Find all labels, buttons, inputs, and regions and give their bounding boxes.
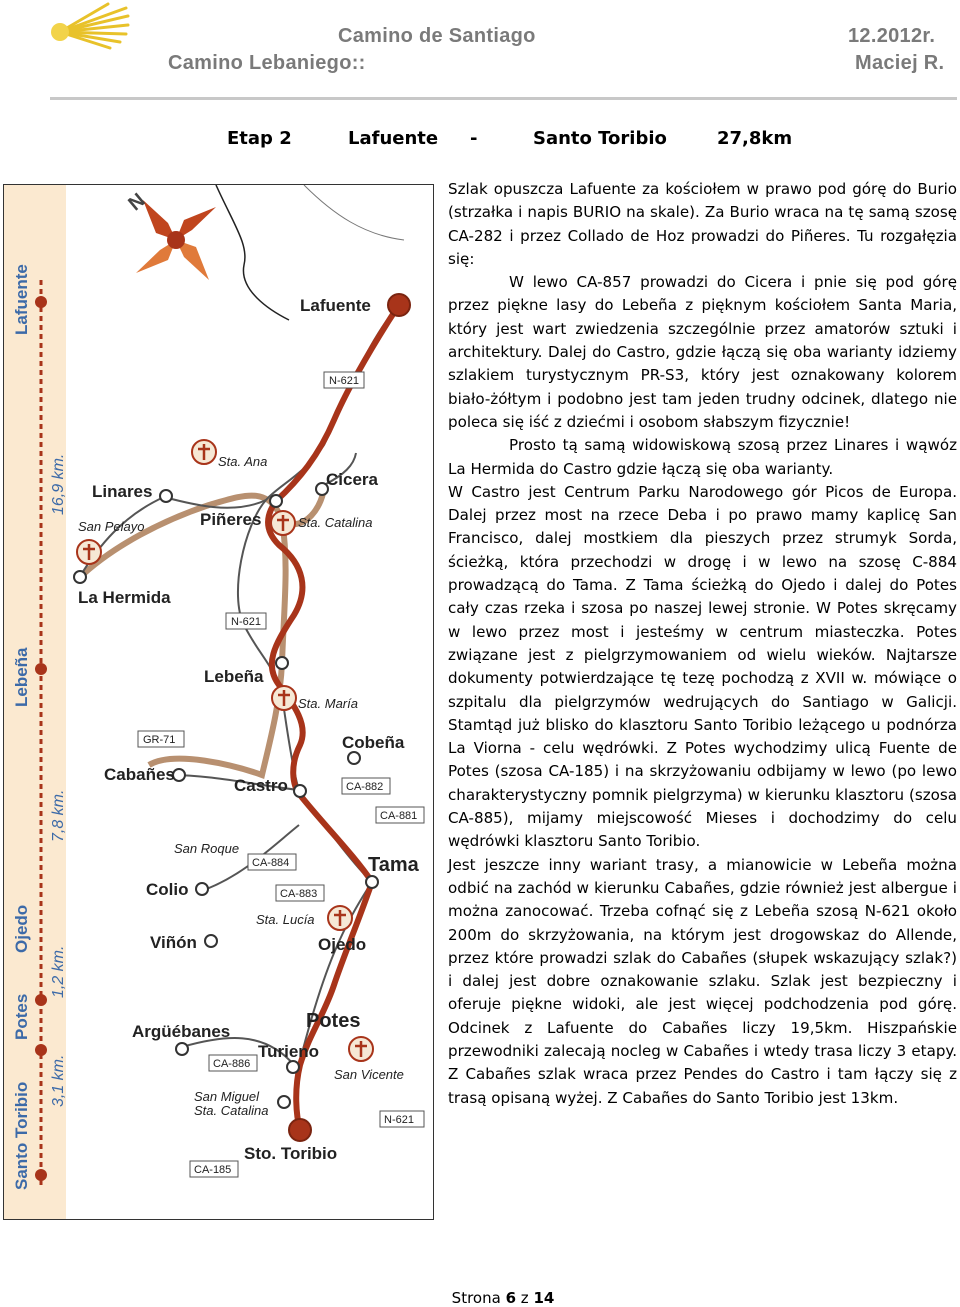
place-castro: Castro	[234, 776, 288, 795]
compass-rose-icon	[124, 189, 216, 280]
main-route	[268, 305, 399, 1130]
place-potes: Potes	[306, 1010, 361, 1032]
place-vinon: Viñón	[150, 933, 197, 952]
place-san-vicente: San Vicente	[334, 1067, 404, 1082]
distance-1-2: 1,2 km.	[50, 945, 67, 998]
svg-text:CA-882: CA-882	[346, 781, 384, 793]
distance-16-9: 16,9 km.	[50, 453, 67, 515]
place-sta-lucia: Sta. Lucía	[256, 912, 315, 927]
page-footer	[0, 1289, 960, 1307]
header-subtitle: Camino Lebaniego::	[168, 52, 366, 74]
place-sta-maria: Sta. María	[298, 696, 358, 711]
distance-3-1: 3,1 km.	[50, 1054, 67, 1107]
place-sta-catalina: Sta. Catalina	[298, 515, 373, 530]
place-san-roque: San Roque	[174, 841, 240, 856]
place-cobena: Cobeña	[342, 733, 405, 752]
border-line	[216, 185, 289, 320]
svg-text:N-621: N-621	[231, 616, 261, 628]
place-lebena: Lebeña	[204, 667, 264, 686]
end-marker	[289, 1119, 311, 1141]
svg-text:CA-884: CA-884	[252, 857, 290, 869]
place-ojedo: Ojedo	[318, 935, 367, 954]
place-sta-catalina-2: Sta. Catalina	[194, 1103, 269, 1118]
paragraph: Jest jeszcze inny wariant trasy, a mianowicie w Lebeña można odbić na zachód w kierunku Cabañes, gdzie również jest albergue i można zanocować. Trzeba cofnąć się z Lebeña szosą N-621 około 200m do skrzyżowania, na którym jest drogowskaz do Allende, przez które prowadzi szlak do Cabañes (słupek wskazujący szlak?) i dalej jest dobre oznakowanie szlaku. Szlak jest bezpieczny i oferuje piękne widoki, ale jest więcej podchodzenia pod górę. Odcinek z Lafuente do Cabañes liczy 19,5km. Hiszpańskie przewodniki zalecają nocleg w Cabañes i wtedy trasa liczy 3 etapy. Z Cabañes szlak wraca przez Pendes do Castro i tam łączy się z trasą opisaną wyżej. Z Cabañes do Santo Toribio jest 13km.	[448, 855, 957, 1107]
svg-text:N-621: N-621	[384, 1114, 414, 1126]
start-marker	[388, 294, 410, 316]
place-sta-ana: Sta. Ana	[218, 454, 268, 469]
scallop-shell-logo-icon	[48, 2, 138, 52]
svg-text:CA-881: CA-881	[380, 810, 418, 822]
side-label-ojedo: Ojedo	[12, 904, 31, 953]
route-description	[448, 178, 957, 1110]
footer-page: 6	[505, 1289, 517, 1307]
roads	[79, 305, 399, 1130]
footer-total: 14	[533, 1289, 555, 1307]
place-la-hermida: La Hermida	[78, 588, 171, 607]
header-divider	[50, 97, 957, 100]
place-pineres: Piñeres	[200, 510, 262, 529]
stage-dash: -	[470, 128, 478, 149]
place-linares: Linares	[92, 482, 153, 501]
place-arguebanes: Argüébanes	[132, 1022, 231, 1041]
paragraph: W lewo CA-857 prowadzi do Cicera i pnie się pod górę przez piękne lasy do Lebeña z pięknym kościołem Santa Maria, który jest wart zwiedzenia szczególnie przez amatorów sztuki i architektury. Dalej do Castro, gdzie łączą się oba warianty idziemy szlakiem turystycznym PR-S3, który jest oznakowany kolorem biało-żółtym i podobno jest tam jeden trudny odcinek, dlatego nie poleca się iść z dziećmi i osobom słabszym fizycznie!	[448, 273, 957, 431]
header-date: 12.2012r.	[848, 25, 936, 47]
distance-7-8: 7,8 km.	[50, 789, 67, 842]
place-cabanes: Cabañes	[104, 765, 175, 784]
footer-prefix: Strona	[451, 1289, 501, 1307]
stage-from: Lafuente	[348, 128, 439, 149]
stage-to: Santo Toribio	[533, 128, 667, 149]
place-sto-toribio: Sto. Toribio	[244, 1144, 338, 1163]
header-author: Maciej R.	[855, 52, 945, 74]
route-map	[3, 184, 434, 1220]
stage-label: Etap 2	[227, 128, 292, 149]
svg-text:GR-71: GR-71	[143, 734, 176, 746]
terrain-line	[304, 185, 404, 240]
header-title: Camino de Santiago	[338, 25, 536, 47]
paragraph: Szlak opuszcza Lafuente za kościołem w prawo pod górę do Burio (strzałka i napis BURIO na skale). Za Burio wraca na tę samą szosę CA-282 i przez Collado de Hoz prowadzi do Piñeres. Tu rozgałęzia się:	[448, 180, 957, 268]
side-label-lebena: Lebeña	[12, 647, 31, 707]
footer-middle: z	[520, 1289, 529, 1307]
paragraph: Prosto tą samą widowiskową szosą przez Linares i wąwóz La Hermida do Castro gdzie łączą się oba warianty.	[448, 436, 957, 478]
svg-text:CA-886: CA-886	[213, 1058, 251, 1070]
side-label-santo-toribio: Santo Toribio	[12, 1081, 31, 1190]
side-label-potes: Potes	[12, 993, 31, 1040]
place-colio: Colio	[146, 880, 189, 899]
place-san-pelayo: San Pelayo	[78, 519, 145, 534]
stage-distance: 27,8km	[717, 128, 793, 149]
north-label: N	[124, 189, 150, 216]
svg-text:CA-185: CA-185	[194, 1164, 232, 1176]
place-lafuente: Lafuente	[300, 296, 371, 315]
place-turieno: Turieno	[258, 1042, 320, 1061]
svg-text:CA-883: CA-883	[280, 888, 318, 900]
paragraph: W Castro jest Centrum Parku Narodowego gór Picos de Europa. Dalej przez most na rzece Deba i po prawo mamy kaplicę San Francisco, dalej mostkiem dla pieszych przez strumyk Sorda, ścieżką, która przechodzi w drogę i w lewo na szosę C-884 prowadzącą do Tama. Z Tama ścieżką do Ojedo i dalej do Potes cały czas rzeka i szosa po naszej lewej stronie. W Potes skręcamy w lewo przez most i jesteśmy w centrum miasteczka. Potes związane jest z pielgrzymowaniem od wielu wieków. Najtarsze dokumenty potwierdzające tę tezę pochodzą z XVII w. mówiące o szpitalu dla pielgrzymów wedrujących do Santiago w Galicji. Stamtąd już blisko do klasztoru Santo Toribio leżącego u podnórza La Viorna - celu wędrówki. Z Potes wychodzimy ulicą Fuente de Potes (szosa CA-185) i na skrzyżowaniu odbijamy w lewo (po lewo charakterystyczny pomnik pielgrzyma) w kierunku klasztoru (szosa CA-885), mijamy miejscowość Mieses i dochodzimy do celu wędrówki klasztoru Santo Toribio.	[448, 482, 957, 851]
place-san-miguel: San Miguel	[194, 1089, 260, 1104]
place-tama: Tama	[368, 854, 419, 876]
side-label-lafuente: Lafuente	[12, 264, 31, 335]
svg-text:N-621: N-621	[329, 375, 359, 387]
place-cicera: Cicera	[326, 470, 378, 489]
